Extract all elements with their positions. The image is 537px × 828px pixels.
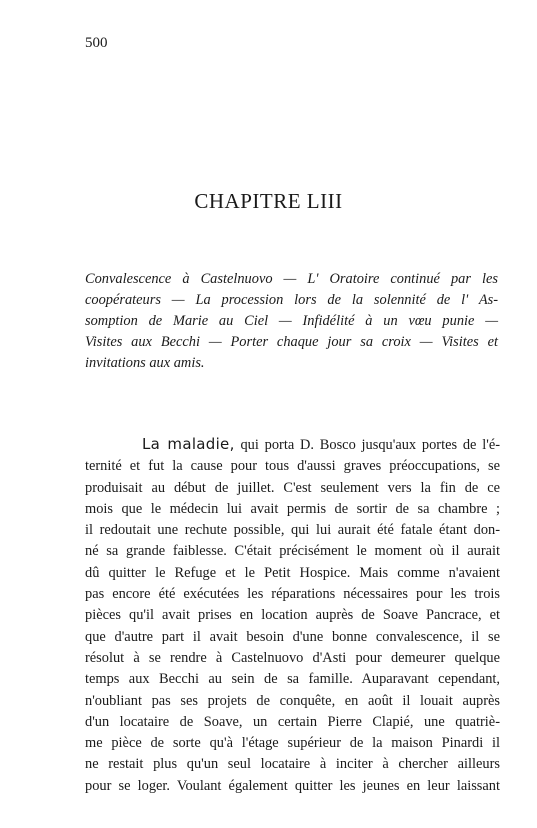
body-line: ne restait plus qu'un seul locataire à inciter à chercher ailleurs (85, 756, 500, 773)
summary-line: invitations aux amis. (85, 355, 205, 371)
body-line: ternité et fut la cause pour tous d'aussi graves préoccupations, se (85, 458, 500, 475)
body-line: n'oubliant pas ses projets de conquête, en août il louait auprès (85, 692, 500, 709)
body-line: produisait au début de juillet. C'est seulement vers la fin de ce (85, 479, 500, 496)
body-line: résolut à se rendre à Castelnuovo d'Asti pour demeurer quelque (85, 649, 500, 666)
body-line: pour se loger. Voulant également quitter les jeunes en leur laissant (85, 777, 500, 794)
chapter-summary (85, 269, 498, 374)
summary-line: Visites aux Becchi — Porter chaque jour sa croix — Visites et (85, 334, 498, 350)
body-line: il redoutait une rechute possible, qui lui aurait été fatale étant don- (85, 522, 500, 539)
summary-line: Convalescence à Castelnuovo — L' Oratoire continué par les (85, 271, 498, 287)
body-line: d'un locataire de Soave, un certain Pierre Clapié, une quatriè- (85, 713, 500, 730)
body-first-line-rest: qui porta D. Bosco jusqu'aux portes de l'é- (240, 437, 501, 453)
body-first-line (85, 434, 500, 456)
summary-line: somption de Marie au Ciel — Infidélité à un vœu punie — (85, 313, 498, 329)
body-line: pas encore été exécutées les réparations nécessaires pour les trois (85, 586, 500, 603)
page-number: 500 (85, 35, 108, 51)
body-line: me pièce de sorte qu'à l'étage supérieur de la maison Pinardi il (85, 735, 500, 752)
body-text (85, 434, 500, 797)
body-line: né sa grande faiblesse. C'était précisément le moment où il aurait (85, 543, 500, 560)
body-line: dû quitter le Refuge et le Petit Hospice. Mais comme n'avaient (85, 564, 500, 581)
chapter-title: CHAPITRE LIII (194, 189, 343, 213)
lead-word: La maladie, (142, 435, 235, 453)
body-line: que d'autre part il avait besoin d'une bonne convalescence, il se (85, 628, 500, 645)
body-line: temps aux Becchi au sein de sa famille. Auparavant cependant, (85, 671, 500, 688)
summary-line: coopérateurs — La procession lors de la solennité de l' As- (85, 292, 498, 308)
body-line: mois que le médecin lui avait permis de sortir de sa chambre ; (85, 500, 500, 517)
body-line: pièces qu'il avait prises en location auprès de Soave Pancrace, et (85, 607, 500, 624)
